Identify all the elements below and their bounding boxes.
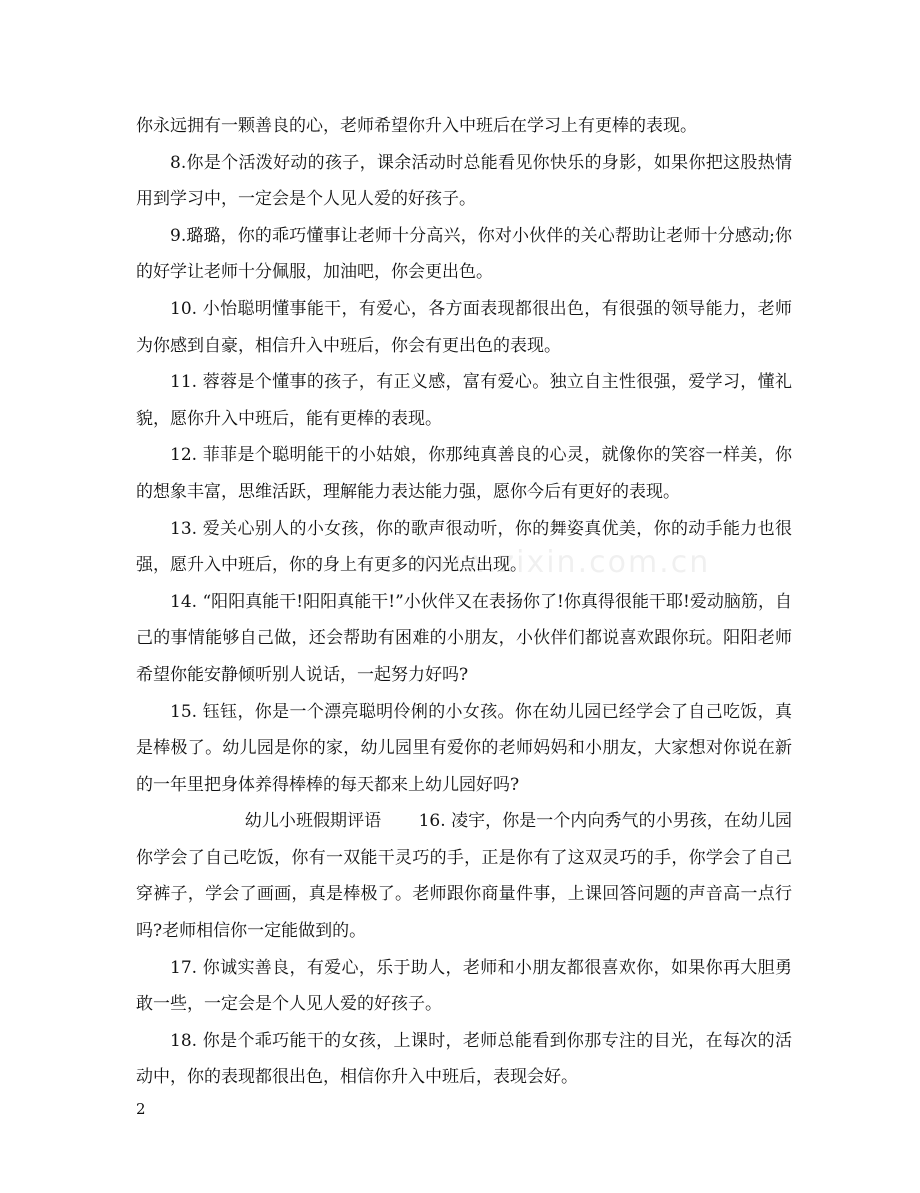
paragraph-18: 18. 你是个乖巧能干的女孩，上课时，老师总能看到你那专注的目光，在每次的活动中，你的表现都很出色，相信你升入中班后，表现会好。 <box>136 1030 792 1088</box>
paragraph-6: 13. 爱关心别人的小女孩，你的歌声很动听，你的舞姿真优美，你的动手能力也很强，愿升入中班后，你的身上有更多的闪光点出现。 <box>136 518 792 576</box>
section-first-text: 16. 凌宇，你是一个内向秀气的小男孩，在幼儿园你学会了自己吃饭，你有一双能干灵巧的手，正是你有了这双灵巧的手，你学会了自己穿裤子，学会了画画，真是棒极了。老师跟你商量件事，上课回答问题的声音高一点行吗?老师相信你一定能做到的。 <box>136 811 792 942</box>
section-paragraph <box>136 803 792 949</box>
paragraph-2: 9.璐璐，你的乖巧懂事让老师十分高兴，你对小伙伴的关心帮助让老师十分感动;你的好学让老师十分佩服，加油吧，你会更出色。 <box>136 225 792 283</box>
paragraph-5: 12. 菲菲是个聪明能干的小姑娘，你那纯真善良的心灵，就像你的笑容一样美，你的想象丰富，思维活跃，理解能力表达能力强，愿你今后有更好的表现。 <box>136 445 792 502</box>
paragraph-17: 17. 你诚实善良，有爱心，乐于助人，老师和小朋友都很喜欢你，如果你再大胆勇敢一些，一定会是个人见人爱的好孩子。 <box>136 957 792 1015</box>
section-heading: 幼儿小班假期评语 <box>244 811 382 832</box>
paragraph-7: 14. “阳阳真能干!阳阳真能干!”小伙伴又在表扬你了!你真得很能干耶!爱动脑筋，自己的事情能够自己做，还会帮助有困难的小朋友，小伙伴们都说喜欢跟你玩。阳阳老师希望你能安静倾听别人说话，一起努力好吗? <box>136 591 792 685</box>
paragraph-1: 8.你是个活泼好动的孩子，课余活动时总能看见你快乐的身影，如果你把这股热情用到学习中，一定会是个人见人爱的好孩子。 <box>136 152 792 210</box>
watermark: www.zixin.com.cn <box>410 545 711 580</box>
page-number: 2 <box>136 1100 146 1118</box>
paragraph-0: 你永远拥有一颗善良的心，老师希望你升入中班后在学习上有更棒的表现。 <box>136 116 697 136</box>
document-body <box>136 108 792 1096</box>
paragraph-8: 15. 钰钰，你是一个漂亮聪明伶俐的小女孩。你在幼儿园已经学会了自己吃饭，真是棒极了。幼儿园是你的家，幼儿园里有爱你的老师妈妈和小朋友，大家想对你说在新的一年里把身体养得棒棒的每天都来上幼儿园好吗? <box>136 701 792 795</box>
paragraph-3: 10. 小怡聪明懂事能干，有爱心，各方面表现都很出色，有很强的领导能力，老师为你感到自豪，相信升入中班后，你会有更出色的表现。 <box>136 298 792 356</box>
paragraph-4: 11. 蓉蓉是个懂事的孩子，有正义感，富有爱心。独立自主性很强，爱学习，懂礼貌，愿你升入中班后，能有更棒的表现。 <box>136 372 792 429</box>
